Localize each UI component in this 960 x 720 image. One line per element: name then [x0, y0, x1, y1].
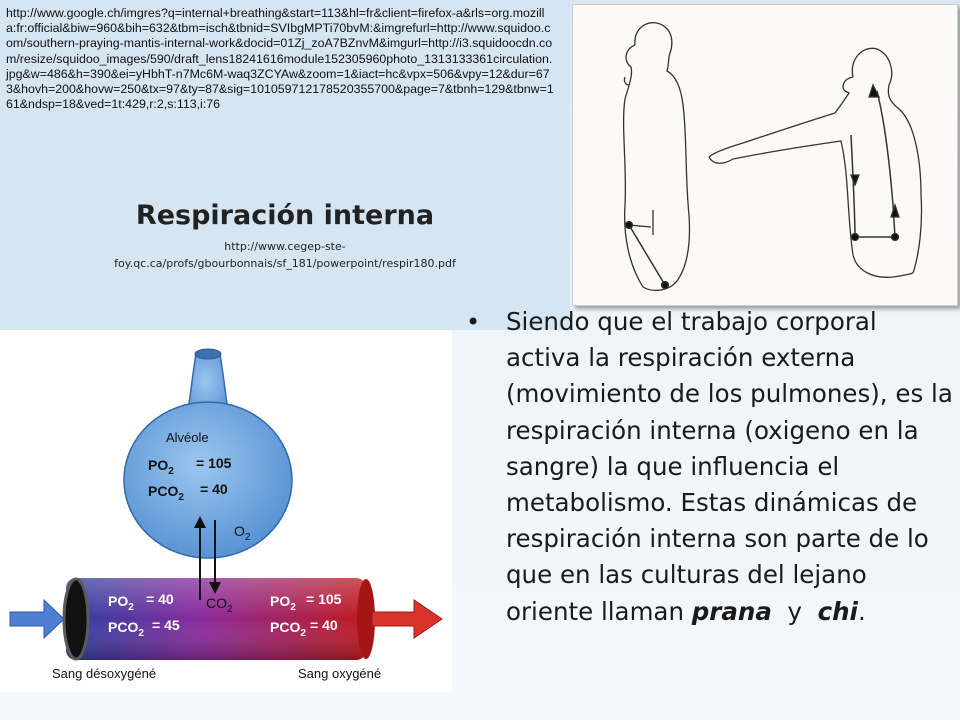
- oxy-label: Sang oxygéné: [298, 666, 382, 681]
- left-pco2-value: = 45: [152, 617, 180, 633]
- left-po2-label: PO: [108, 593, 129, 609]
- top-left-panel: [0, 0, 570, 330]
- image-source-url: http://www.google.ch/imgres?q=internal+breathing&start=113&hl=fr&client=firefox-a&rls=org.mozilla:fr:official&biw=960&bih=632&tbm=isch&tbnid=SVIbgMPTi70bvM:&imgrefurl=http://www.squidoo.com/southern-praying-mantis-internal-work&docid=01Zj_zoA7BZnvM&imgurl=http://i3.squidoocdn.com/resize/squidoo_images/590/draft_lens18241616module152305960photo_1313133361circulation.jpg&w=486&h=390&ei=yHbhT-n7Mc6M-waq3ZCYAw&zoom=1&iact=hc&vpx=506&vpy=12&dur=673&hovh=200&hovw=250&tx=97&ty=87&sig=101059712178520355700&page=7&tbnh=129&tbnw=161&ndsp=18&ved=1t:429,r:2,s:113,i:76: [6, 6, 554, 112]
- svg-text:PO2: $PO_2$: [148, 457, 174, 477]
- pdf-source-line-2: foy.qc.ca/profs/gbourbonnais/sf_181/powerpoint/respir180.pdf: [114, 257, 456, 270]
- co2-label: CO: [206, 595, 227, 611]
- term-chi: chi: [817, 596, 858, 626]
- svg-text:O2: $O_2$: [234, 523, 251, 543]
- left-po2-value: = 40: [146, 591, 174, 607]
- svg-text:PCO2: $PCO_2$: [108, 619, 144, 639]
- bullet-text-end: .: [857, 596, 866, 626]
- slide-title: Respiración interna: [135, 200, 435, 231]
- right-po2-label: PO: [270, 593, 291, 609]
- alveole-group: [124, 349, 292, 558]
- svg-text:PCO2: $PCO_2$: [148, 483, 184, 503]
- svg-text:PO2: $PO_2$: [270, 593, 296, 613]
- pdf-source: [60, 238, 510, 272]
- gas-exchange-diagram: [0, 330, 452, 692]
- deoxy-arrow-icon: [10, 600, 64, 638]
- alveole-label: Alvéole: [166, 430, 209, 445]
- bullet-text: [506, 304, 954, 630]
- right-po2-value: = 105: [306, 591, 342, 607]
- svg-text:PO2: $PO_2$: [108, 593, 134, 613]
- alv-pco2-label: PCO: [148, 483, 179, 499]
- term-prana: prana: [691, 596, 772, 626]
- left-pco2-label: PCO: [108, 619, 139, 635]
- pdf-source-line-1: http://www.cegep-ste-: [224, 240, 346, 253]
- right-pco2-value: = 40: [310, 617, 338, 633]
- svg-text:CO2: $CO_2$: [206, 595, 233, 615]
- bullet-text-main: Siendo que el trabajo corporal activa la respiración externa (movimiento de los pulmones), es la respiración interna (oxigeno en la sangre) la que influencia el metabolismo. Estas dinámicas de respiración interna son parte de lo que en las culturas del lejano oriente llaman: [506, 307, 953, 626]
- bullet-dot-icon: •: [466, 308, 481, 336]
- bullet-text-between: y: [771, 596, 818, 626]
- bullet-paragraph: [466, 304, 954, 630]
- alv-pco2-value: = 40: [200, 481, 228, 497]
- right-pco2-label: PCO: [270, 619, 301, 635]
- o2-label: O: [234, 523, 245, 539]
- alv-po2-value: = 105: [196, 455, 232, 471]
- svg-text:PCO2: $PCO_2$: [270, 619, 306, 639]
- alv-po2-label: PO: [148, 457, 169, 473]
- breathing-figures-drawing: [573, 5, 957, 305]
- deoxy-label: Sang désoxygéné: [52, 666, 157, 681]
- alveole-diagram: [0, 330, 452, 692]
- oxy-arrow-icon: [372, 600, 442, 638]
- breathing-illustration: [572, 4, 958, 306]
